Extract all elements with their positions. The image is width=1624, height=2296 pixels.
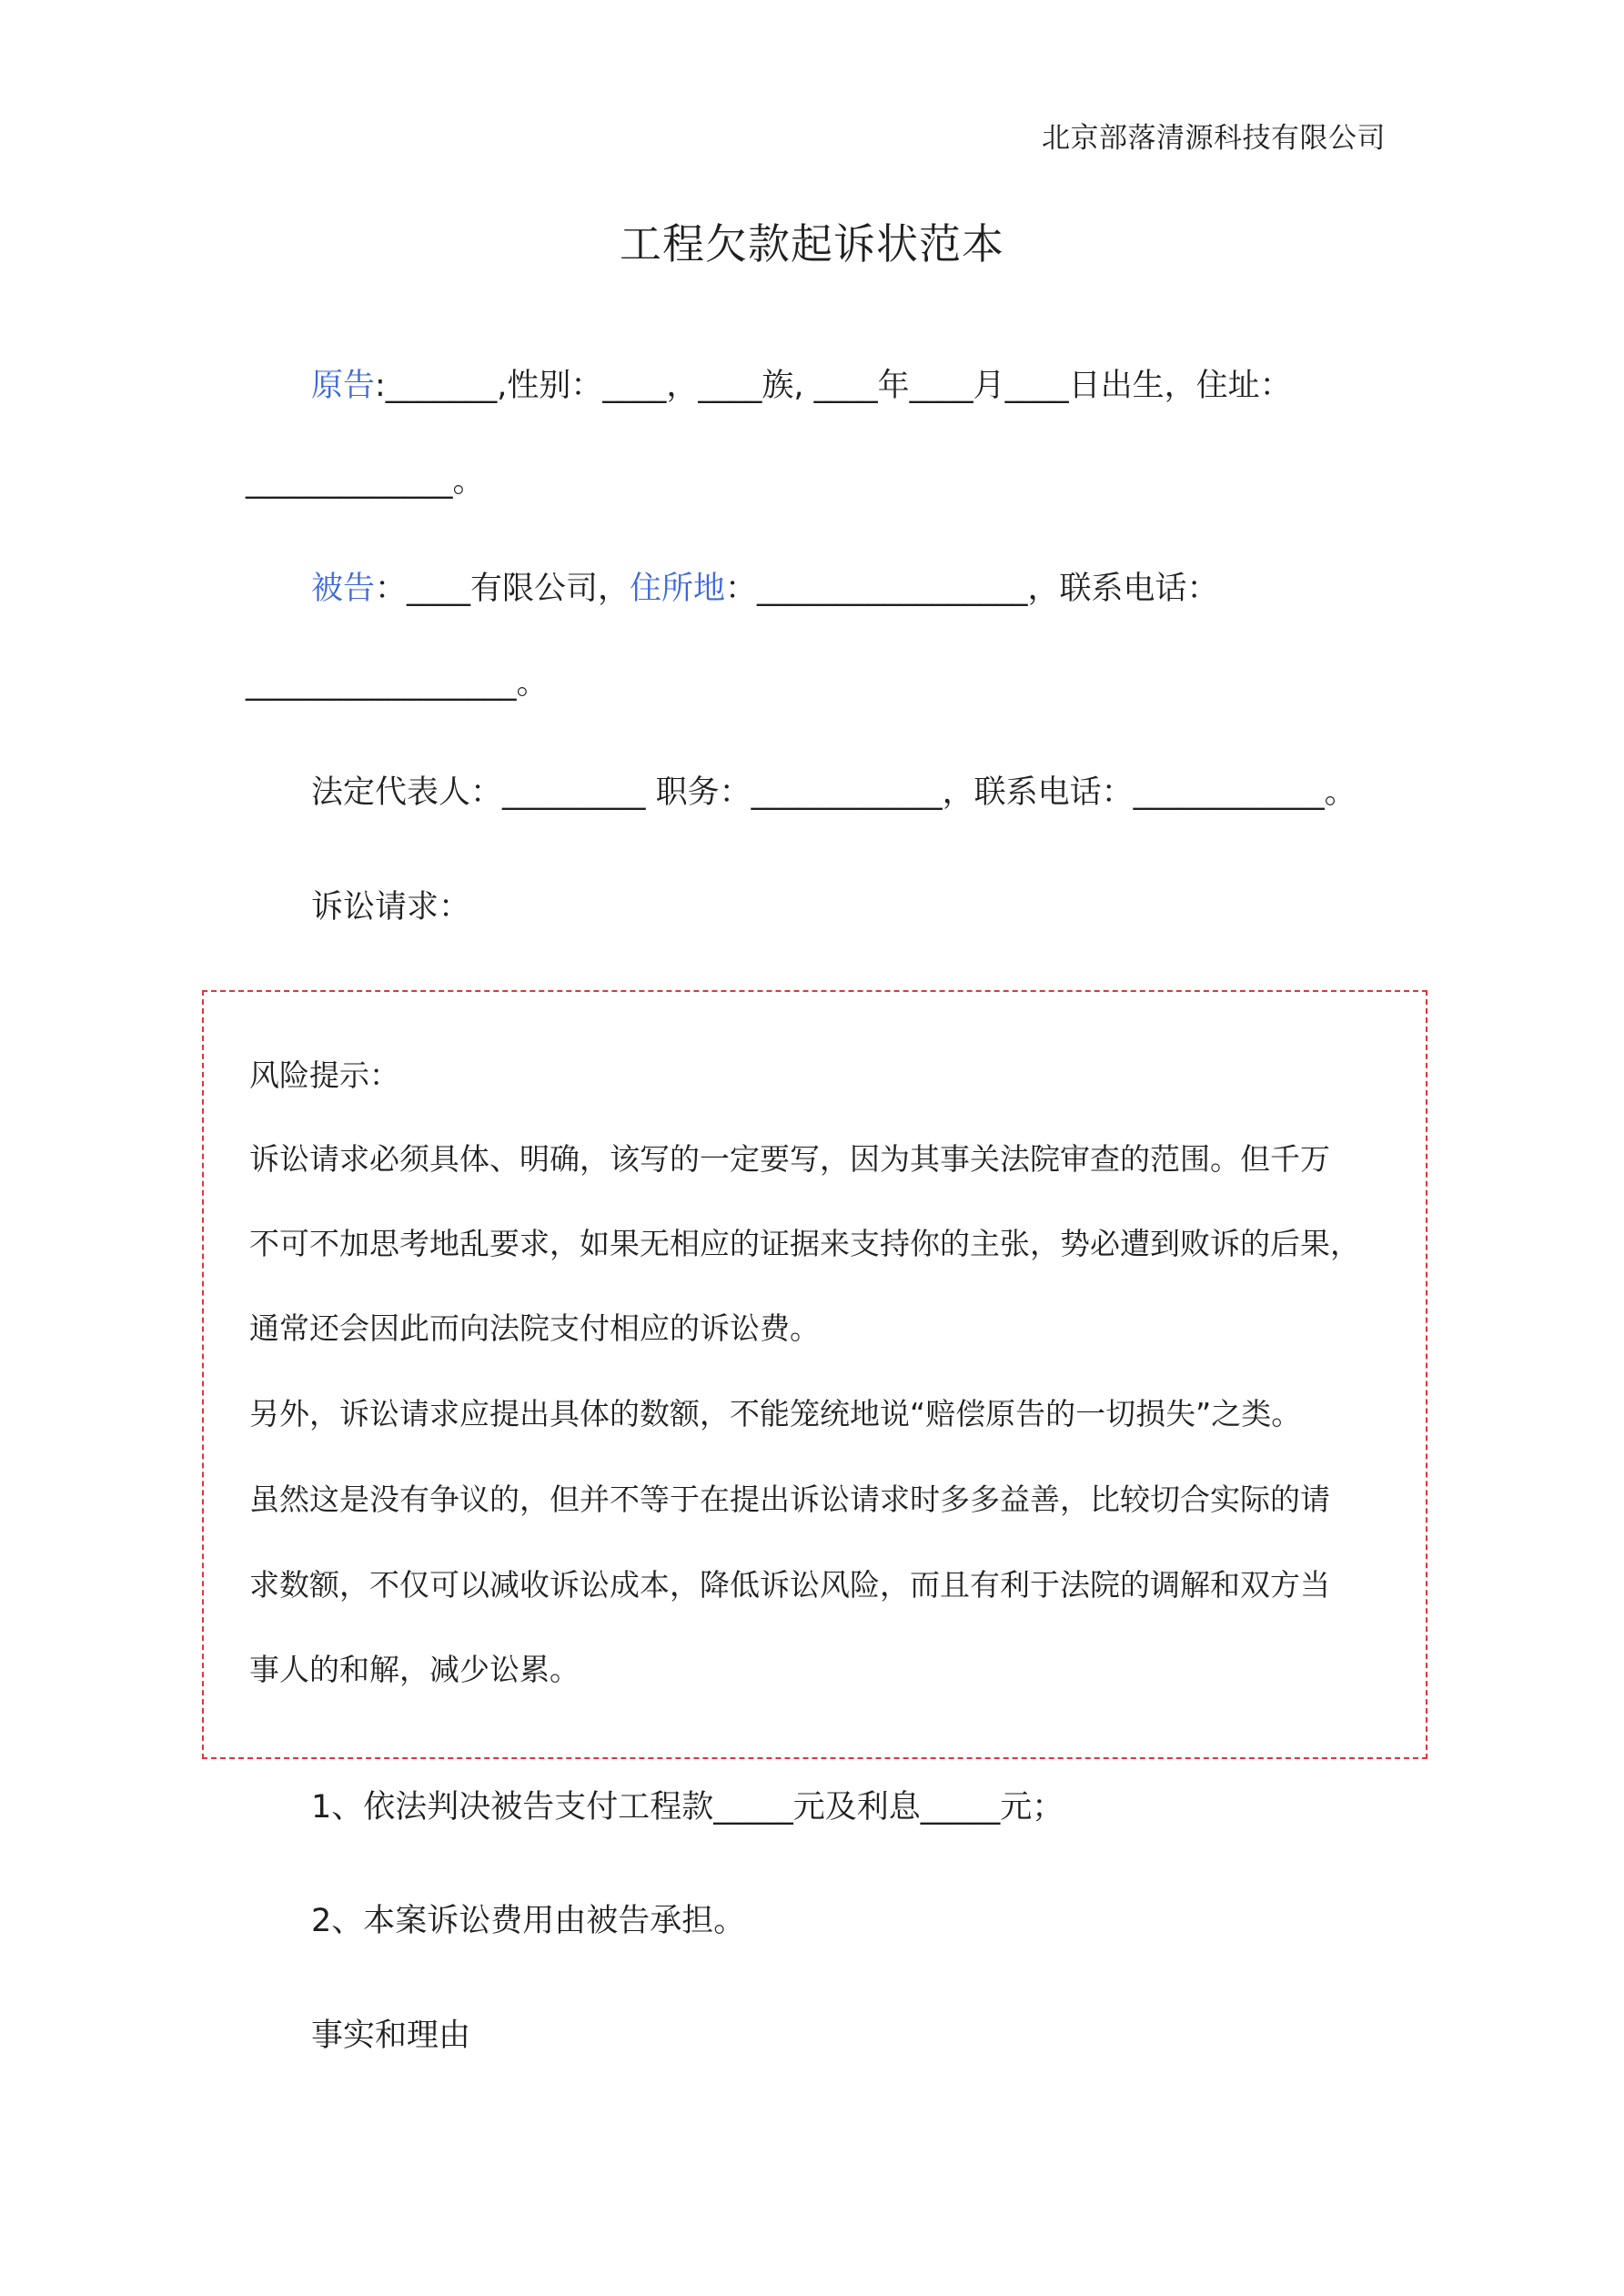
- plaintiff-line: [311, 367, 1292, 405]
- claims-heading: 诉讼请求：: [311, 889, 471, 925]
- defendant-label[interactable]: 被告: [311, 571, 376, 607]
- defendant-address-fields: ：_________________，联系电话：: [725, 571, 1219, 607]
- risk-tip-line: 虽然这是没有争议的，但并不等于在提出诉讼请求时多多益善，比较切合实际的请: [249, 1482, 1330, 1517]
- defendant-phone-line: _________________。: [246, 665, 549, 702]
- company-name: 北京部落清源科技有限公司: [1042, 122, 1386, 155]
- risk-tip-line: 求数额，不仅可以减收诉讼成本，降低诉讼风险，而且有利于法院的调解和双方当: [249, 1567, 1330, 1603]
- risk-tip-box: [202, 990, 1427, 1759]
- claim-item-2: 2、本案诉讼费用由被告承担。: [311, 1903, 746, 1939]
- risk-tip-title: 风险提示：: [249, 1057, 399, 1093]
- document-title: 工程欠款起诉状范本: [620, 219, 1004, 268]
- plaintiff-fields: :_______,性别：____，____族, ____年____月____日出生，住址：: [375, 368, 1292, 404]
- defendant-company: ：____有限公司，: [375, 571, 630, 607]
- risk-tip-line: 通常还会因此而向法院支付相应的诉讼费。: [249, 1310, 820, 1346]
- legal-representative-line: 法定代表人：_________ 职务：____________，联系电话：____________。: [311, 774, 1357, 811]
- risk-tip-line: 不可不加思考地乱要求，如果无相应的证据来支持你的主张，势必遭到败诉的后果，: [249, 1226, 1360, 1261]
- risk-tip-line: 另外，诉讼请求应提出具体的数额，不能笼统地说“赔偿原告的一切损失”之类。: [249, 1396, 1302, 1431]
- plaintiff-label[interactable]: 原告: [311, 368, 376, 404]
- risk-tip-line: 事人的和解，减少讼累。: [249, 1652, 580, 1687]
- defendant-line: [311, 570, 1219, 608]
- facts-heading: 事实和理由: [311, 2018, 471, 2054]
- claim-item-1: 1、依法判决被告支付工程款_____元及利息_____元；: [311, 1789, 1064, 1826]
- risk-tip-line: 诉讼请求必须具体、明确，该写的一定要写，因为其事关法院审查的范围。但千万: [249, 1141, 1330, 1177]
- plaintiff-address-line: _____________。: [246, 463, 485, 500]
- defendant-address-label[interactable]: 住所地: [630, 571, 726, 607]
